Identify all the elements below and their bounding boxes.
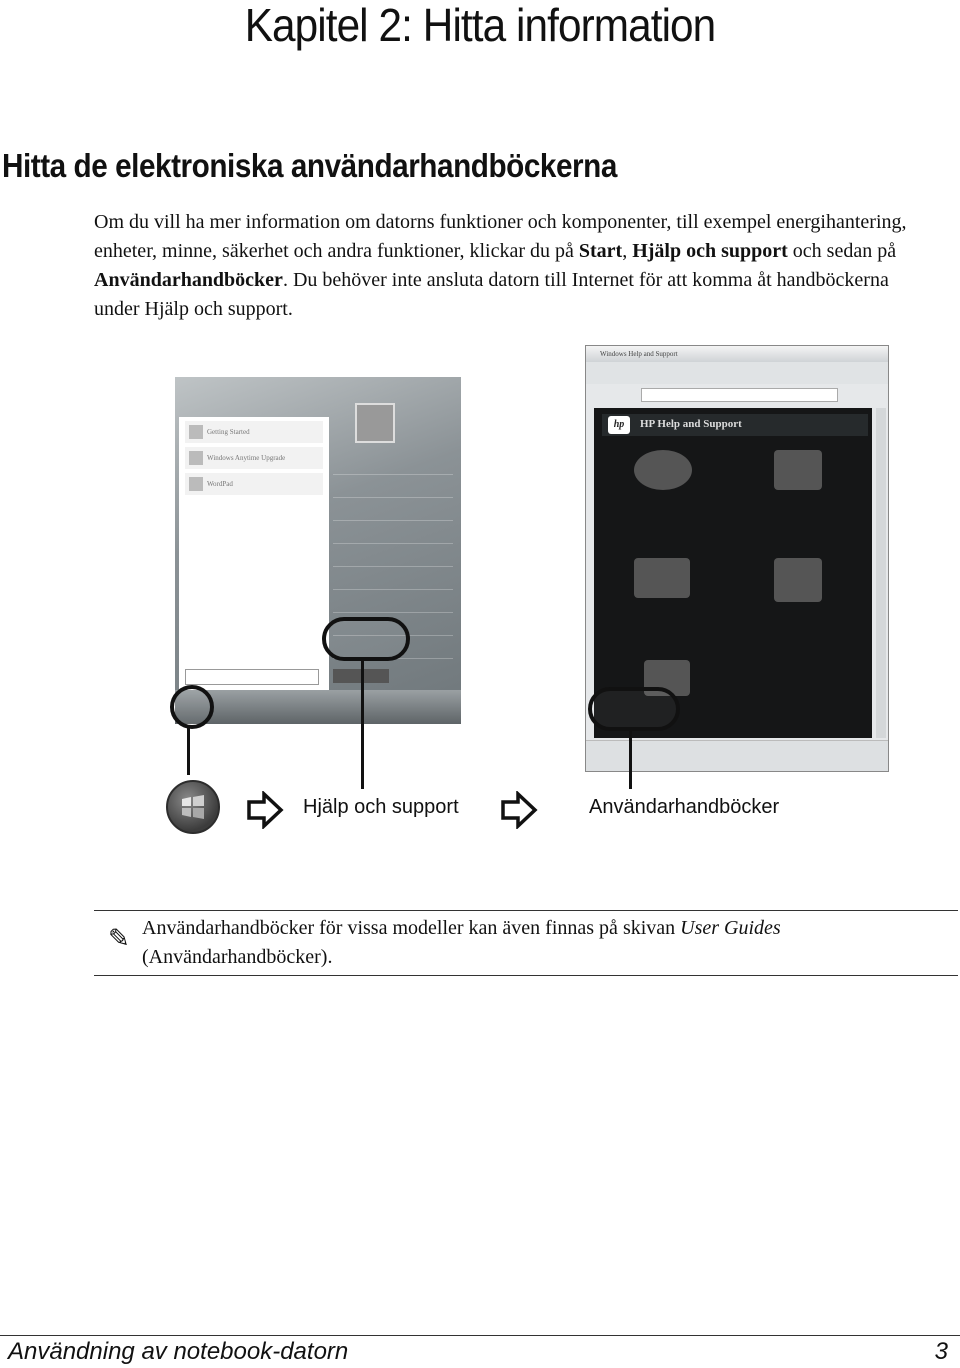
footer-rule [0,1335,960,1336]
help-window-title: Windows Help and Support [586,346,888,362]
tools-icon [774,450,822,490]
leader-line-start [187,725,190,775]
caption-help-support: Hjälp och support [303,796,459,818]
help-search-box [641,388,838,402]
arrow-right-icon [500,791,538,829]
windows-start-icon [166,780,220,834]
help-banner-text: HP Help and Support [640,418,742,430]
intro-bold-guides: Användarhandböcker [94,269,283,291]
leader-line-help [361,657,364,789]
caption-user-guides: Användarhandböcker [589,796,780,818]
start-menu-program-list [179,417,329,692]
intro-text-1: Om du vill ha mer information om datorns funktioner och komponenter, till exempel energihantering, enheter, minne, säkerhet och andra funktioner, klickar du på [94,211,907,262]
help-support-highlight [322,617,410,661]
people-icon [774,558,822,602]
pencil-icon: ✎ [108,924,130,953]
taskbar [175,690,461,724]
intro-bold-start: Start [578,240,623,262]
note-text-2: (Användarhandböcker). [142,946,333,968]
page-number: 3 [934,1338,948,1365]
user-avatar [355,403,395,443]
intro-bold-help: Hjälp och support [632,240,788,262]
hp-logo [608,416,630,434]
arrow-right-icon [246,791,284,829]
start-menu-item: Windows Anytime Upgrade [185,447,323,469]
help-scrollbar [876,408,886,738]
intro-text-3: och sedan på [787,240,897,262]
intro-paragraph [94,208,924,324]
chapter-title: Kapitel 2: Hitta information [244,0,716,51]
start-button-highlight [170,685,214,729]
footer-document-title: Användning av notebook-datorn [8,1338,349,1365]
note-top-rule [94,910,958,911]
start-search-box [185,669,319,685]
gears-icon [634,450,692,490]
book-icon [634,558,690,598]
note-text-1: Användarhandböcker för vissa modeller kan även finnas på skivan [142,917,681,939]
hp-logo-text: hp [613,419,625,430]
start-menu-screenshot [175,377,461,717]
user-guides-highlight [588,687,680,731]
help-window-toolbar [586,362,888,384]
note-italic-title: User Guides [680,917,781,939]
start-menu-item: WordPad [185,473,323,495]
intro-text-2: , [622,240,633,262]
leader-line-guides [629,727,632,789]
section-heading: Hitta de elektroniska användarhandböckerna [2,147,617,184]
windows-logo-icon [180,794,206,820]
note-text [142,914,922,972]
intro-text-4: . Du behöver inte ansluta datorn till Internet för att komma åt handböckerna under Hjälp och support. [94,269,889,320]
note-bottom-rule [94,975,958,976]
start-menu-item: Getting Started [185,421,323,443]
screenshot-figure [160,345,895,845]
